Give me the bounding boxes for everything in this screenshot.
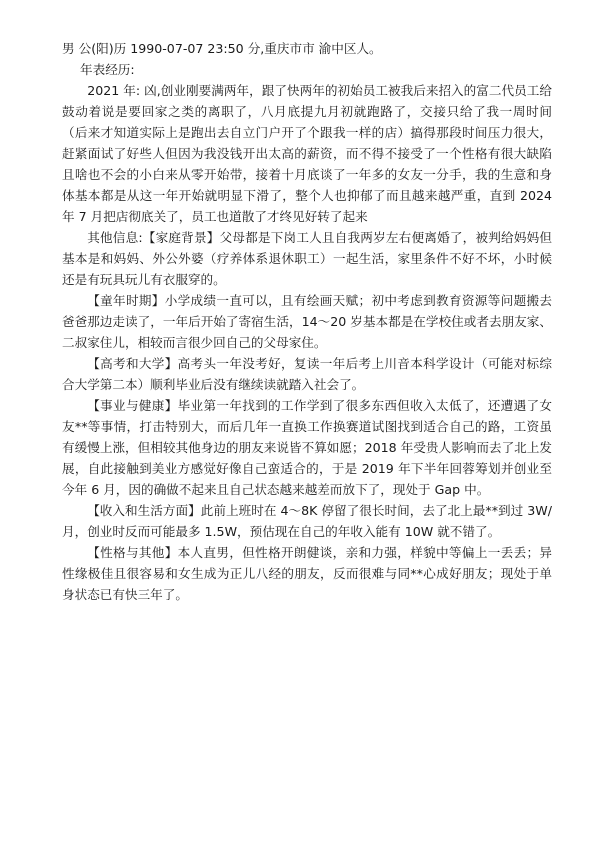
resume-label bbox=[62, 59, 552, 80]
birth-info-line bbox=[62, 38, 552, 59]
paragraph-childhood-heading: 【童年时期】 bbox=[87, 293, 165, 308]
paragraph-income bbox=[62, 500, 552, 542]
birth-info-text: 男 公(阳)历 1990-07-07 23:50 分,重庆市市 渝中区人。 bbox=[62, 41, 382, 56]
paragraph-personality-heading: 【性格与其他】 bbox=[87, 545, 178, 560]
paragraph-college bbox=[62, 353, 552, 395]
paragraph-childhood bbox=[62, 290, 552, 353]
paragraph-family-heading: 其他信息:【家庭背景】 bbox=[87, 230, 220, 245]
paragraph-personality-text: 本人直男，但性格开朗健谈，亲和力强，样貌中等偏上一丢丢；异性缘极佳且很容易和女生成为正儿八经的朋友，反而很难与同**心成好朋友；现处于单身状态已有快三年了。 bbox=[62, 545, 553, 602]
paragraph-income-heading: 【收入和生活方面】 bbox=[87, 503, 201, 518]
resume-label-text: 年表经历: bbox=[80, 62, 135, 77]
paragraph-college-text: 高考头一年没考好，复读一年后考上川音本科学设计（可能对标综合大学第二本）顺利毕业后没有继续读就踏入社会了。 bbox=[62, 356, 553, 392]
paragraph-childhood-text: 小学成绩一直可以，且有绘画天赋；初中考虑到教育资源等问题搬去爸爸那边走读了，一年后开始了寄宿生活，14～20 岁基本都是在学校住或者去朋友家、二叔家住儿，相较而言很少回自己的父母家住。 bbox=[62, 293, 553, 350]
paragraph-2021 bbox=[62, 80, 552, 227]
paragraph-family-text: 父母都是下岗工人且自我两岁左右便离婚了，被判给妈妈但基本是和妈妈、外公外婆（疗养体系退休职工）一起生活，家里条件不好不坏，小时候还是有玩具玩儿有衣服穿的。 bbox=[62, 230, 553, 287]
paragraph-family bbox=[62, 227, 552, 290]
document-body bbox=[62, 38, 552, 605]
paragraph-2021-text: 2021 年: 凶,创业刚要满两年，跟了快两年的初始员工被我后来招入的富二代员工给鼓动着说是要回家之类的离职了，八月底提九月初就跑路了，交接只给了我一周时间（后来才知道实际上是跑出去自立门户开了个跟我一样的店）搞得那段时间压力很大，赶紧面试了好些人但因为我没钱开出太高的薪资，而不得不接受了一个性格有很大缺陷且啥也不会的小白来从零开始带，接着十月底谈了一年多的女友一分手，我的生意和身体基本都是从这一年开始就明显下滑了，整个人也抑郁了而且越来越严重，直到 2024 年 7 月把店彻底关了，员工也道散了才终见好转了起来 bbox=[62, 83, 552, 224]
paragraph-career bbox=[62, 395, 552, 500]
paragraph-income-text: 此前上班时在 4～8K 停留了很长时间，去了北上最**到过 3W/月，创业时反而可能最多 1.5W，预估现在自己的年收入能有 10W 就不错了。 bbox=[62, 503, 552, 539]
paragraph-college-heading: 【高考和大学】 bbox=[87, 356, 178, 371]
paragraph-personality bbox=[62, 542, 552, 605]
paragraph-career-text: 毕业第一年找到的工作学到了很多东西但收入太低了，还遭遇了女友**等事情，打击特别大，而后几年一直换工作换赛道试图找到适合自己的路，工资虽有缓慢上涨，但相较其他身边的朋友来说皆不算如愿；2018 年受贵人影响而去了北上发展，自此接触到美业方感觉好像自己蛮适合的，于是 2019 年下半年回蓉筹划并创业至今年 6 月，因的确做不起来且自己状态越来越差而放下了，现处于 Gap 中。 bbox=[62, 398, 553, 497]
paragraph-career-heading: 【事业与健康】 bbox=[87, 398, 178, 413]
